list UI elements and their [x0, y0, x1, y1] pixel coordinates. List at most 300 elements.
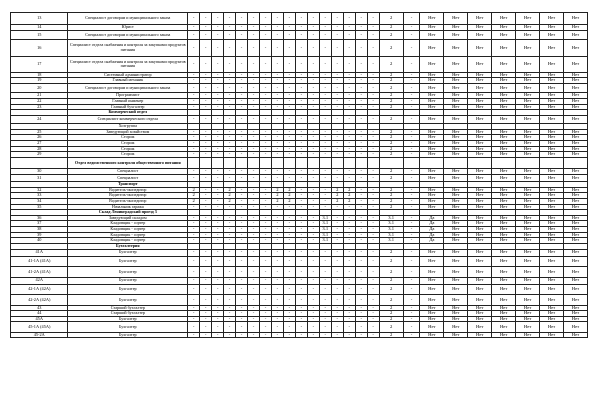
- value-cell: -: [248, 249, 260, 256]
- value-cell: Нет: [420, 152, 444, 158]
- value-cell: -: [319, 56, 331, 72]
- value-cell: Нет: [492, 78, 516, 84]
- value-cell: Нет: [540, 256, 564, 266]
- value-cell: Нет: [468, 322, 492, 332]
- position-name-cell: Сторож: [68, 146, 188, 152]
- value-cell: Нет: [516, 187, 540, 193]
- value-cell: -: [236, 152, 248, 158]
- value-cell: Нет: [444, 256, 468, 266]
- value-cell: Нет: [492, 30, 516, 39]
- value-cell: -: [271, 56, 283, 72]
- value-cell: Нет: [563, 169, 587, 175]
- value-cell: 2: [283, 187, 295, 193]
- value-cell: -: [355, 232, 367, 238]
- position-name-cell: Кладовщик - сортер: [68, 227, 188, 233]
- value-cell: Нет: [563, 249, 587, 256]
- value-cell: -: [283, 99, 295, 105]
- row-number-cell: 45-2А: [11, 332, 68, 338]
- value-cell: -: [248, 84, 260, 93]
- value-cell: Нет: [492, 135, 516, 141]
- value-cell: -: [343, 13, 355, 25]
- value-cell: -: [259, 169, 271, 175]
- value-cell: -: [212, 193, 224, 199]
- value-cell: -: [224, 30, 236, 39]
- position-name-cell: Заведующий складом: [68, 215, 188, 221]
- value-cell: Нет: [516, 322, 540, 332]
- value-cell: Нет: [540, 285, 564, 295]
- value-cell: Нет: [516, 316, 540, 322]
- value-cell: Нет: [444, 332, 468, 338]
- value-cell: 2: [331, 193, 343, 199]
- value-cell: -: [283, 169, 295, 175]
- value-cell: Нет: [492, 322, 516, 332]
- table-row: [11, 249, 588, 256]
- value-cell: -: [307, 25, 319, 31]
- value-cell: -: [403, 311, 420, 317]
- value-cell: -: [188, 174, 200, 181]
- position-name-cell: Юрист: [68, 25, 188, 31]
- value-cell: -: [307, 30, 319, 39]
- value-cell: -: [200, 316, 212, 322]
- row-number-cell: 16: [11, 40, 68, 57]
- position-name-cell: Главный механик: [68, 78, 188, 84]
- value-cell: Нет: [540, 30, 564, 39]
- value-cell: 2: [379, 30, 403, 39]
- value-cell: -: [224, 141, 236, 147]
- value-cell: Нет: [492, 227, 516, 233]
- value-cell: [343, 157, 355, 168]
- value-cell: Нет: [540, 249, 564, 256]
- value-cell: -: [403, 141, 420, 147]
- value-cell: -: [224, 277, 236, 284]
- value-cell: -: [343, 332, 355, 338]
- value-cell: Нет: [444, 135, 468, 141]
- value-cell: -: [403, 99, 420, 105]
- value-cell: Нет: [444, 30, 468, 39]
- value-cell: [403, 157, 420, 168]
- value-cell: -: [248, 56, 260, 72]
- value-cell: -: [188, 204, 200, 210]
- value-cell: -: [248, 238, 260, 244]
- value-cell: Нет: [444, 249, 468, 256]
- value-cell: -: [343, 227, 355, 233]
- value-cell: -: [200, 232, 212, 238]
- value-cell: Нет: [516, 93, 540, 99]
- value-cell: -: [200, 13, 212, 25]
- value-cell: Нет: [468, 129, 492, 135]
- row-number-cell: 29: [11, 152, 68, 158]
- value-cell: Нет: [516, 115, 540, 123]
- value-cell: -: [248, 99, 260, 105]
- value-cell: -: [307, 215, 319, 221]
- row-number-cell: 45-1А (45А): [11, 322, 68, 332]
- value-cell: -: [271, 215, 283, 221]
- value-cell: -: [224, 322, 236, 332]
- value-cell: -: [248, 221, 260, 227]
- value-cell: -: [403, 285, 420, 295]
- value-cell: 2: [379, 135, 403, 141]
- value-cell: 2: [224, 193, 236, 199]
- value-cell: Нет: [444, 199, 468, 205]
- value-cell: -: [271, 93, 283, 99]
- position-name-cell: Транспорт: [68, 182, 188, 188]
- value-cell: -: [343, 311, 355, 317]
- value-cell: Нет: [468, 311, 492, 317]
- value-cell: -: [188, 256, 200, 266]
- value-cell: -: [271, 84, 283, 93]
- value-cell: -: [355, 115, 367, 123]
- value-cell: -: [212, 267, 224, 277]
- value-cell: -: [271, 152, 283, 158]
- value-cell: -: [403, 72, 420, 78]
- value-cell: -: [200, 129, 212, 135]
- value-cell: -: [248, 146, 260, 152]
- value-cell: Нет: [492, 285, 516, 295]
- value-cell: -: [200, 204, 212, 210]
- value-cell: Нет: [516, 227, 540, 233]
- value-cell: -: [355, 199, 367, 205]
- value-cell: -: [367, 204, 379, 210]
- value-cell: -: [212, 129, 224, 135]
- value-cell: -: [224, 316, 236, 322]
- value-cell: -: [367, 193, 379, 199]
- value-cell: -: [188, 141, 200, 147]
- value-cell: -: [403, 256, 420, 266]
- value-cell: -: [295, 104, 307, 110]
- value-cell: Нет: [492, 84, 516, 93]
- value-cell: -: [331, 322, 343, 332]
- table-row: [11, 285, 588, 295]
- value-cell: -: [319, 193, 331, 199]
- value-cell: -: [367, 232, 379, 238]
- value-cell: [563, 157, 587, 168]
- value-cell: -: [331, 256, 343, 266]
- value-cell: Нет: [540, 169, 564, 175]
- value-cell: -: [343, 267, 355, 277]
- value-cell: -: [355, 295, 367, 305]
- value-cell: -: [224, 285, 236, 295]
- value-cell: Нет: [563, 56, 587, 72]
- value-cell: Нет: [492, 204, 516, 210]
- value-cell: Нет: [563, 256, 587, 266]
- position-name-cell: Специалист договорам и муниципального заказа: [68, 13, 188, 25]
- value-cell: -: [248, 93, 260, 99]
- value-cell: Нет: [420, 104, 444, 110]
- value-cell: -: [212, 187, 224, 193]
- value-cell: Нет: [540, 187, 564, 193]
- row-number-cell: 30: [11, 169, 68, 175]
- value-cell: -: [355, 146, 367, 152]
- value-cell: -: [403, 227, 420, 233]
- value-cell: -: [319, 135, 331, 141]
- value-cell: -: [403, 332, 420, 338]
- value-cell: -: [236, 25, 248, 31]
- table-row: [11, 267, 588, 277]
- row-number-cell: 31: [11, 174, 68, 181]
- value-cell: Нет: [516, 311, 540, 317]
- value-cell: -: [248, 285, 260, 295]
- row-number-cell: 35: [11, 204, 68, 210]
- value-cell: [283, 157, 295, 168]
- value-cell: Нет: [516, 193, 540, 199]
- value-cell: -: [236, 104, 248, 110]
- value-cell: -: [319, 267, 331, 277]
- value-cell: [516, 157, 540, 168]
- value-cell: -: [319, 104, 331, 110]
- value-cell: [248, 157, 260, 168]
- value-cell: -: [307, 72, 319, 78]
- value-cell: -: [295, 295, 307, 305]
- value-cell: Нет: [540, 115, 564, 123]
- value-cell: Нет: [563, 285, 587, 295]
- row-number-cell: 32: [11, 187, 68, 193]
- value-cell: Нет: [516, 277, 540, 284]
- value-cell: [420, 157, 444, 168]
- value-cell: -: [307, 193, 319, 199]
- value-cell: -: [283, 311, 295, 317]
- value-cell: -: [188, 104, 200, 110]
- value-cell: -: [200, 84, 212, 93]
- value-cell: -: [200, 30, 212, 39]
- value-cell: Нет: [563, 30, 587, 39]
- value-cell: Нет: [516, 30, 540, 39]
- value-cell: -: [295, 322, 307, 332]
- value-cell: -: [343, 93, 355, 99]
- value-cell: Нет: [420, 169, 444, 175]
- value-cell: Нет: [468, 316, 492, 322]
- value-cell: -: [403, 187, 420, 193]
- value-cell: -: [367, 129, 379, 135]
- value-cell: -: [319, 40, 331, 57]
- value-cell: Нет: [444, 169, 468, 175]
- row-number-cell: 42-1А (42А): [11, 285, 68, 295]
- value-cell: -: [403, 295, 420, 305]
- value-cell: [468, 157, 492, 168]
- value-cell: [259, 157, 271, 168]
- value-cell: -: [295, 199, 307, 205]
- value-cell: -: [188, 311, 200, 317]
- value-cell: -: [236, 204, 248, 210]
- value-cell: 3.1: [379, 227, 403, 233]
- value-cell: -: [355, 174, 367, 181]
- value-cell: -: [200, 187, 212, 193]
- value-cell: -: [271, 227, 283, 233]
- value-cell: Нет: [516, 169, 540, 175]
- value-cell: Нет: [468, 25, 492, 31]
- value-cell: Нет: [492, 115, 516, 123]
- value-cell: -: [283, 215, 295, 221]
- value-cell: Нет: [492, 199, 516, 205]
- value-cell: Нет: [516, 332, 540, 338]
- value-cell: Нет: [563, 115, 587, 123]
- value-cell: -: [367, 40, 379, 57]
- value-cell: -: [283, 104, 295, 110]
- value-cell: -: [367, 221, 379, 227]
- value-cell: Нет: [563, 193, 587, 199]
- value-cell: -: [343, 221, 355, 227]
- value-cell: -: [295, 30, 307, 39]
- value-cell: Нет: [468, 204, 492, 210]
- value-cell: -: [248, 322, 260, 332]
- value-cell: -: [355, 305, 367, 311]
- value-cell: 2: [379, 256, 403, 266]
- value-cell: -: [343, 174, 355, 181]
- value-cell: Нет: [420, 256, 444, 266]
- value-cell: -: [259, 72, 271, 78]
- value-cell: Нет: [516, 285, 540, 295]
- value-cell: -: [212, 141, 224, 147]
- value-cell: -: [331, 25, 343, 31]
- value-cell: Нет: [420, 193, 444, 199]
- value-cell: Нет: [492, 169, 516, 175]
- value-cell: -: [343, 305, 355, 311]
- value-cell: -: [188, 84, 200, 93]
- row-number-cell: 18: [11, 72, 68, 78]
- value-cell: -: [248, 78, 260, 84]
- value-cell: Нет: [492, 267, 516, 277]
- value-cell: -: [236, 311, 248, 317]
- value-cell: -: [236, 56, 248, 72]
- value-cell: -: [212, 256, 224, 266]
- row-number-cell: 39: [11, 232, 68, 238]
- value-cell: -: [295, 152, 307, 158]
- value-cell: -: [319, 277, 331, 284]
- value-cell: -: [307, 238, 319, 244]
- value-cell: Нет: [563, 238, 587, 244]
- position-name-cell: Бухгалтер: [68, 322, 188, 332]
- value-cell: -: [259, 215, 271, 221]
- value-cell: -: [283, 135, 295, 141]
- value-cell: -: [319, 285, 331, 295]
- value-cell: -: [319, 84, 331, 93]
- value-cell: Нет: [563, 277, 587, 284]
- value-cell: Нет: [444, 215, 468, 221]
- value-cell: -: [236, 232, 248, 238]
- value-cell: -: [236, 285, 248, 295]
- value-cell: -: [295, 204, 307, 210]
- value-cell: -: [343, 316, 355, 322]
- value-cell: -: [248, 193, 260, 199]
- value-cell: Нет: [444, 277, 468, 284]
- value-cell: -: [224, 40, 236, 57]
- value-cell: 2: [379, 93, 403, 99]
- value-cell: -: [307, 204, 319, 210]
- value-cell: -: [212, 215, 224, 221]
- value-cell: Нет: [492, 187, 516, 193]
- value-cell: Нет: [540, 199, 564, 205]
- value-cell: -: [224, 204, 236, 210]
- value-cell: Нет: [540, 215, 564, 221]
- value-cell: -: [248, 256, 260, 266]
- value-cell: -: [355, 152, 367, 158]
- value-cell: Нет: [492, 152, 516, 158]
- value-cell: -: [367, 238, 379, 244]
- row-number-cell: 41А: [11, 249, 68, 256]
- value-cell: Да: [420, 232, 444, 238]
- value-cell: -: [224, 215, 236, 221]
- value-cell: -: [236, 146, 248, 152]
- value-cell: -: [271, 295, 283, 305]
- table-row: [11, 13, 588, 25]
- value-cell: -: [403, 135, 420, 141]
- value-cell: -: [295, 311, 307, 317]
- value-cell: -: [271, 141, 283, 147]
- value-cell: -: [200, 169, 212, 175]
- value-cell: -: [283, 13, 295, 25]
- value-cell: -: [319, 204, 331, 210]
- value-cell: 2: [379, 56, 403, 72]
- value-cell: -: [259, 305, 271, 311]
- value-cell: -: [355, 277, 367, 284]
- value-cell: -: [259, 93, 271, 99]
- value-cell: -: [236, 221, 248, 227]
- value-cell: Нет: [420, 277, 444, 284]
- value-cell: Нет: [540, 277, 564, 284]
- value-cell: -: [355, 316, 367, 322]
- value-cell: Нет: [540, 129, 564, 135]
- value-cell: 2: [283, 199, 295, 205]
- value-cell: Нет: [444, 78, 468, 84]
- value-cell: -: [355, 227, 367, 233]
- table-row: [11, 56, 588, 72]
- position-name-cell: Отдел ведомственного контроля общественного питания: [68, 157, 188, 168]
- table-row: [11, 40, 588, 57]
- value-cell: -: [188, 316, 200, 322]
- value-cell: -: [307, 99, 319, 105]
- value-cell: -: [367, 277, 379, 284]
- value-cell: -: [236, 277, 248, 284]
- value-cell: -: [367, 104, 379, 110]
- value-cell: -: [188, 78, 200, 84]
- value-cell: -: [259, 256, 271, 266]
- value-cell: Нет: [516, 174, 540, 181]
- value-cell: -: [259, 56, 271, 72]
- value-cell: -: [188, 115, 200, 123]
- value-cell: Нет: [563, 146, 587, 152]
- value-cell: Нет: [444, 104, 468, 110]
- value-cell: Нет: [420, 311, 444, 317]
- value-cell: 2: [379, 295, 403, 305]
- value-cell: [355, 157, 367, 168]
- value-cell: -: [271, 249, 283, 256]
- value-cell: -: [307, 322, 319, 332]
- value-cell: Нет: [563, 187, 587, 193]
- value-cell: -: [200, 93, 212, 99]
- value-cell: -: [188, 249, 200, 256]
- value-cell: Нет: [492, 99, 516, 105]
- value-cell: -: [212, 199, 224, 205]
- value-cell: -: [403, 115, 420, 123]
- value-cell: 2: [331, 187, 343, 193]
- value-cell: -: [283, 295, 295, 305]
- value-cell: [379, 157, 403, 168]
- position-name-cell: Бухгалтер: [68, 249, 188, 256]
- value-cell: Нет: [516, 238, 540, 244]
- value-cell: Нет: [468, 285, 492, 295]
- value-cell: -: [259, 199, 271, 205]
- value-cell: Нет: [516, 141, 540, 147]
- value-cell: -: [188, 221, 200, 227]
- value-cell: -: [403, 78, 420, 84]
- value-cell: Нет: [420, 135, 444, 141]
- value-cell: Нет: [540, 227, 564, 233]
- value-cell: -: [319, 99, 331, 105]
- value-cell: Нет: [563, 152, 587, 158]
- value-cell: -: [224, 135, 236, 141]
- value-cell: -: [331, 152, 343, 158]
- value-cell: -: [188, 99, 200, 105]
- position-name-cell: Программист: [68, 93, 188, 99]
